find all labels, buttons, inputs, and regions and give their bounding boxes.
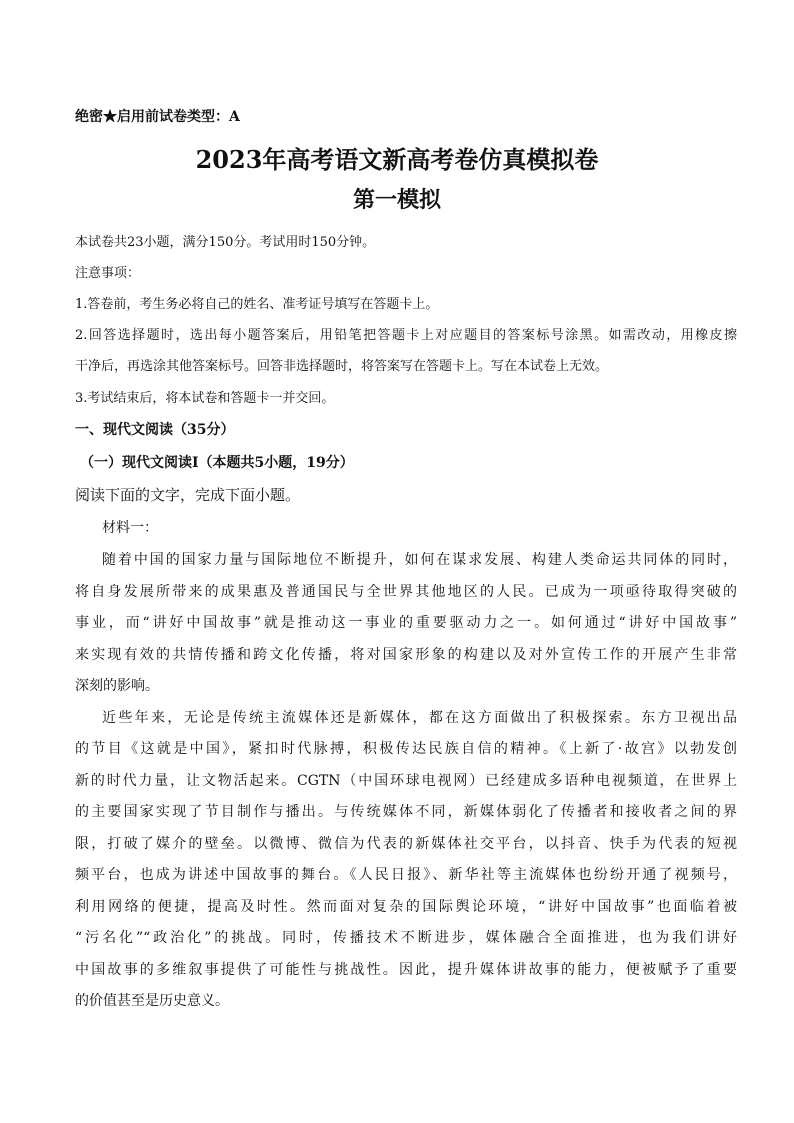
note-1: 1.答卷前，考生务必将自己的姓名、准考证号填写在答题卡上。 [75, 297, 439, 312]
passage-line: 利用网络的便捷，提高及时性。然而面对复杂的国际舆论环境，“讲好中国故事”也面临着被 [75, 899, 737, 915]
passage-line: 随着中国的国家力量与国际地位不断提升，如何在谋求发展、构建人类命运共同体的同时， [102, 552, 737, 568]
section-subheading: （一）现代文阅读Ⅰ（本题共5小题，19分） [80, 455, 354, 471]
passage-line: 来实现有效的共情传播和跨文化传播，将对国家形象的构建以及对外宣传工作的开展产生非常 [75, 647, 737, 663]
exam-subtitle: 第一模拟 [352, 187, 441, 213]
passage-line: 的节目《这就是中国》，紧扣时代脉搏，积极传达民族自信的精神。《上新了·故宫》以勃发创 [75, 741, 737, 757]
passage-line: 事业，而“讲好中国故事”就是推动这一事业的重要驱动力之一。如何通过“讲好中国故事” [75, 615, 737, 631]
secret-tag: 绝密★启用前试卷类型：A [75, 109, 240, 125]
note-2-line-2: 干净后，再选涂其他答案标号。回答非选择题时，将答案写在答题卡上。写在本试卷上无效。 [75, 359, 609, 374]
passage-line: 近些年来，无论是传统主流媒体还是新媒体，都在这方面做出了积极探索。东方卫视出品 [102, 710, 737, 726]
material-label: 材料一： [102, 520, 158, 536]
note-3: 3.考试结束后，将本试卷和答题卡一并交回。 [75, 391, 335, 406]
passage-line: 将自身发展所带来的成果惠及普通国民与全世界其他地区的人民。已成为一项亟待取得突破的 [75, 584, 737, 600]
section-heading: 一、现代文阅读（35分） [75, 422, 235, 438]
note-2-line-1: 2.回答选择题时，选出每小题答案后，用铅笔把答题卡上对应题目的答案标号涂黑。如需改动，用橡皮擦 [75, 328, 737, 343]
passage-line: 中国故事的多维叙事提供了可能性与挑战性。因此，提升媒体讲故事的能力，便被赋予了重要 [75, 962, 737, 978]
passage-line: 的主要国家实现了节目制作与播出。与传统媒体不同，新媒体弱化了传播者和接收者之间的界 [75, 804, 737, 820]
passage-line: 新的时代力量，让文物活起来。CGTN（中国环球电视网）已经建成多语种电视频道，在世界上 [75, 773, 737, 789]
exam-intro: 本试卷共23小题，满分150分。考试用时150分钟。 [75, 235, 376, 250]
passage-line: “污名化”“政治化”的挑战。同时，传播技术不断进步，媒体融合全面推进，也为我们讲好 [75, 930, 737, 946]
passage-line: 限，打破了媒介的壁垒。以微博、微信为代表的新媒体社交平台，以抖音、快手为代表的短视 [75, 836, 737, 852]
reading-instruction: 阅读下面的文字，完成下面小题。 [75, 486, 301, 504]
passage-line: 的价值甚至是历史意义。 [75, 993, 229, 1009]
passage-line: 频平台，也成为讲述中国故事的舞台。《人民日报》、新华社等主流媒体也纷纷开通了视频号， [75, 867, 737, 883]
passage-line: 深刻的影响。 [75, 678, 159, 694]
notes-heading: 注意事项： [75, 266, 141, 281]
exam-title: 2023年高考语文新高考卷仿真模拟卷 [195, 145, 599, 174]
